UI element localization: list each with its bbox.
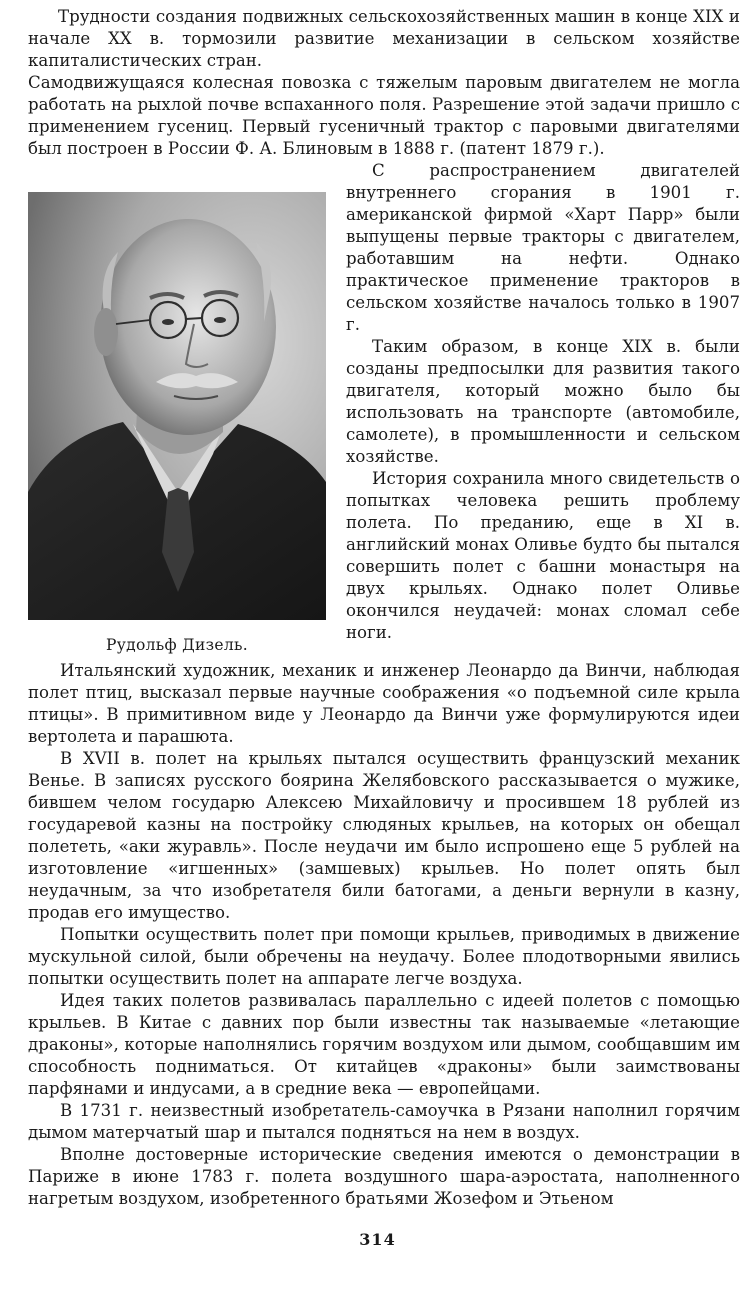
paragraph: Вполне достоверные исторические сведения имеются о демонстрации в Париже в июне 1783 г. полета воздушного шара-аэростата, наполненного нагретым воздухом, изобретенного братьями Жозефом и Этьеном [28,1145,740,1208]
figure-caption: Рудольф Дизель. [105,636,249,654]
body-text [28,660,740,1210]
paragraph: В XVII в. полет на крыльях пытался осуществить французский механик Венье. В записях русского боярина Желябовского рассказывается о мужике, бившем челом государю Алексею Михайловичу и просившем 18 рублей из государевой казны на постройку слюдяных крыльев, на которых он обещал полететь, «аки журавль». После неудачи им было испрошено еще 5 рублей на изготовление «игшенных» (замшевых) крыльев. Но полет опять был неудачным, за что изобретателя били батогами, а деньги вернули в казну, продав его имущество. [28,749,740,922]
paragraph: В 1731 г. неизвестный изобретатель-самоучка в Рязани наполнил горячим дымом матерчатый шар и пытался подняться на нем в воздух. [28,1101,740,1142]
paragraph: Трудности создания подвижных сельскохозяйственных машин в конце XIX и начале XX в. тормозили развитие механизации в сельском хозяйстве капиталистических стран. [28,7,740,70]
page-number: 314 [359,1230,396,1249]
paragraph: Таким образом, в конце XIX в. были созданы предпосылки для развития такого двигателя, который можно было бы использовать на транспорте (автомобиле, самолете), в промышленности и сельском хозяйстве. [346,337,740,466]
document-page [28,6,740,1210]
portrait-figure [28,160,326,656]
paragraph: Идея таких полетов развивалась параллельно с идеей полетов с помощью крыльев. В Китае с давних пор были известны так называемые «летающие драконы», которые наполнялись горячим воздухом или дымом, сообщавшим им способность подниматься. От китайцев «драконы» были заимствованы парфянами и индусами, а в средние века — европейцами. [28,991,740,1098]
paragraph: С распространением двигателей внутреннего сгорания в 1901 г. американской фирмой «Харт Парр» были выпущены первые тракторы с двигателем, работавшим на нефти. Однако практическое применение тракторов в сельском хозяйстве началось только в 1907 г. [346,161,740,334]
paragraph: История сохранила много свидетельств о попытках человека решить проблему полета. По преданию, еще в XI в. английский монах Оливье будто бы пытался совершить полет с башни монастыря на двух крыльях. Однако полет Оливье окончился неудачей: монах сломал себе ноги. [346,469,740,642]
paragraph: Попытки осуществить полет при помощи крыльев, приводимых в движение мускульной силой, были обречены на неудачу. Более плодотворными явились попытки осуществить полет на аппарате легче воздуха. [28,925,740,988]
paragraph: Самодвижущаяся колесная повозка с тяжелым паровым двигателем не могла работать на рыхлой почве вспаханного поля. Разрешение этой задачи пришло с применением гусениц. Первый гусеничный трактор с паровыми двигателями был построен в России Ф. А. Блиновым в 1888 г. (патент 1879 г.). [28,73,740,158]
paragraph: Итальянский художник, механик и инженер Леонардо да Винчи, наблюдая полет птиц, высказал первые научные соображения «о подъемной силе крыла птицы». В примитивном виде у Леонардо да Винчи уже формулируются идеи вертолета и парашюта. [28,661,740,746]
portrait-photo [28,192,326,620]
